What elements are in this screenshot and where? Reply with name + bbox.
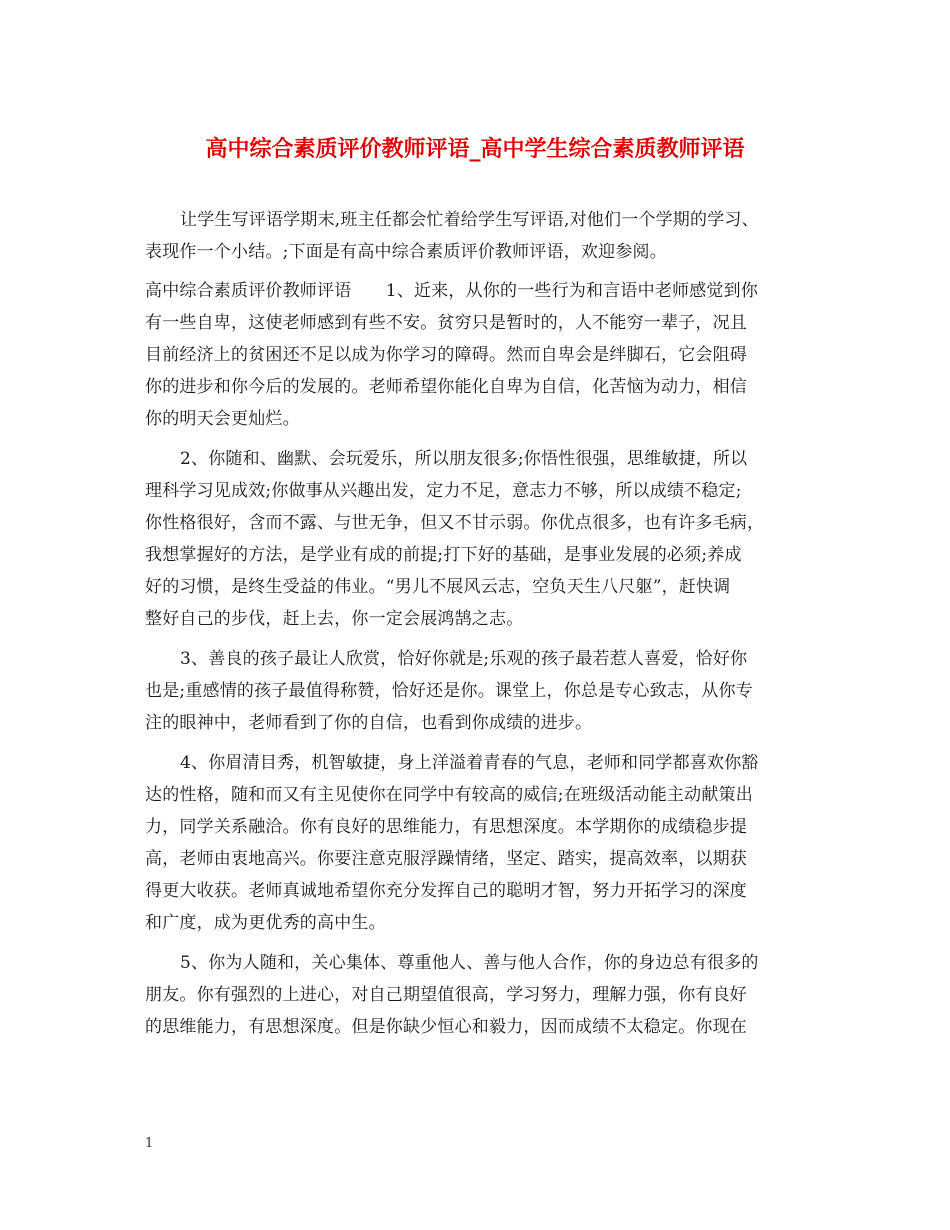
- body-line: 目前经济上的贫困还不足以成为你学习的障碍。然而自卑会是绊脚石，它会阻碍: [145, 345, 747, 365]
- body-line: 也是;重感情的孩子最值得称赞，恰好还是你。课堂上，你总是专心致志，从你专: [145, 681, 753, 701]
- body-line: 的思维能力，有思想深度。但是你缺少恒心和毅力，因而成绩不太稳定。你现在: [145, 1017, 747, 1037]
- body-line: 5、你为人随和，关心集体、尊重他人、善与他人合作，你的身边总有很多的: [180, 953, 759, 973]
- body-line: 朋友。你有强烈的上进心，对自己期望值很高，学习努力，理解力强，你有良好: [145, 985, 747, 1005]
- body-line: 注的眼神中，老师看到了你的自信，也看到你成绩的进步。: [145, 713, 593, 733]
- body-line: 整好自己的步伐，赶上去，你一定会展鸿鹄之志。: [145, 609, 524, 629]
- body-line: 有一些自卑，这使老师感到有些不安。贫穷只是暂时的，人不能穷一辈子，况且: [145, 313, 747, 333]
- body-line: 2、你随和、幽默、会玩爱乐，所以朋友很多;你悟性很强，思维敏捷，所以: [180, 449, 748, 469]
- body-line: 你性格很好，含而不露、与世无争，但又不甘示弱。你优点很多，也有许多毛病，: [145, 513, 765, 533]
- body-line: 表现作一个小结。;下面是有高中综合素质评价教师评语，欢迎参阅。: [145, 242, 667, 262]
- body-line: 4、你眉清目秀，机智敏捷，身上洋溢着青春的气息，老师和同学都喜欢你豁: [180, 753, 759, 773]
- body-line: 你的明天会更灿烂。: [145, 409, 300, 429]
- body-line: 让学生写评语学期末,班主任都会忙着给学生写评语,对他们一个学期的学习、: [180, 210, 759, 230]
- body-line: 力，同学关系融洽。你有良好的思维能力，有思想深度。本学期你的成绩稳步提: [145, 817, 747, 837]
- body-line: 3、善良的孩子最让人欣赏，恰好你就是;乐观的孩子最若惹人喜爱，恰好你: [180, 649, 748, 669]
- body-line: 得更大收获。老师真诚地希望你充分发挥自己的聪明才智，努力开拓学习的深度: [145, 881, 747, 901]
- body-line: 好的习惯，是终生受益的伟业。“男儿不展风云志，空负天生八尺躯”，赶快调: [145, 577, 731, 597]
- body-line: 和广度，成为更优秀的高中生。: [145, 913, 386, 933]
- page-number: 1: [145, 1136, 154, 1151]
- body-line: 你的进步和你今后的发展的。老师希望你能化自卑为自信，化苦恼为动力，相信: [145, 377, 747, 397]
- body-line: 我想掌握好的方法，是学业有成的前提;打下好的基础，是事业发展的必须;养成: [145, 545, 742, 565]
- body-line: 高中综合素质评价教师评语 1、近来，从你的一些行为和言语中老师感觉到你: [145, 281, 759, 301]
- body-line: 达的性格，随和而又有主见使你在同学中有较高的威信;在班级活动能主动献策出: [145, 785, 753, 805]
- body-line: 高，老师由衷地高兴。你要注意克服浮躁情绪，坚定、踏实，提高效率，以期获: [145, 849, 747, 869]
- document-title: 高中综合素质评价教师评语_高中学生综合素质教师评语: [205, 136, 745, 162]
- body-line: 理科学习见成效;你做事从兴趣出发，定力不足，意志力不够，所以成绩不稳定;: [145, 481, 742, 501]
